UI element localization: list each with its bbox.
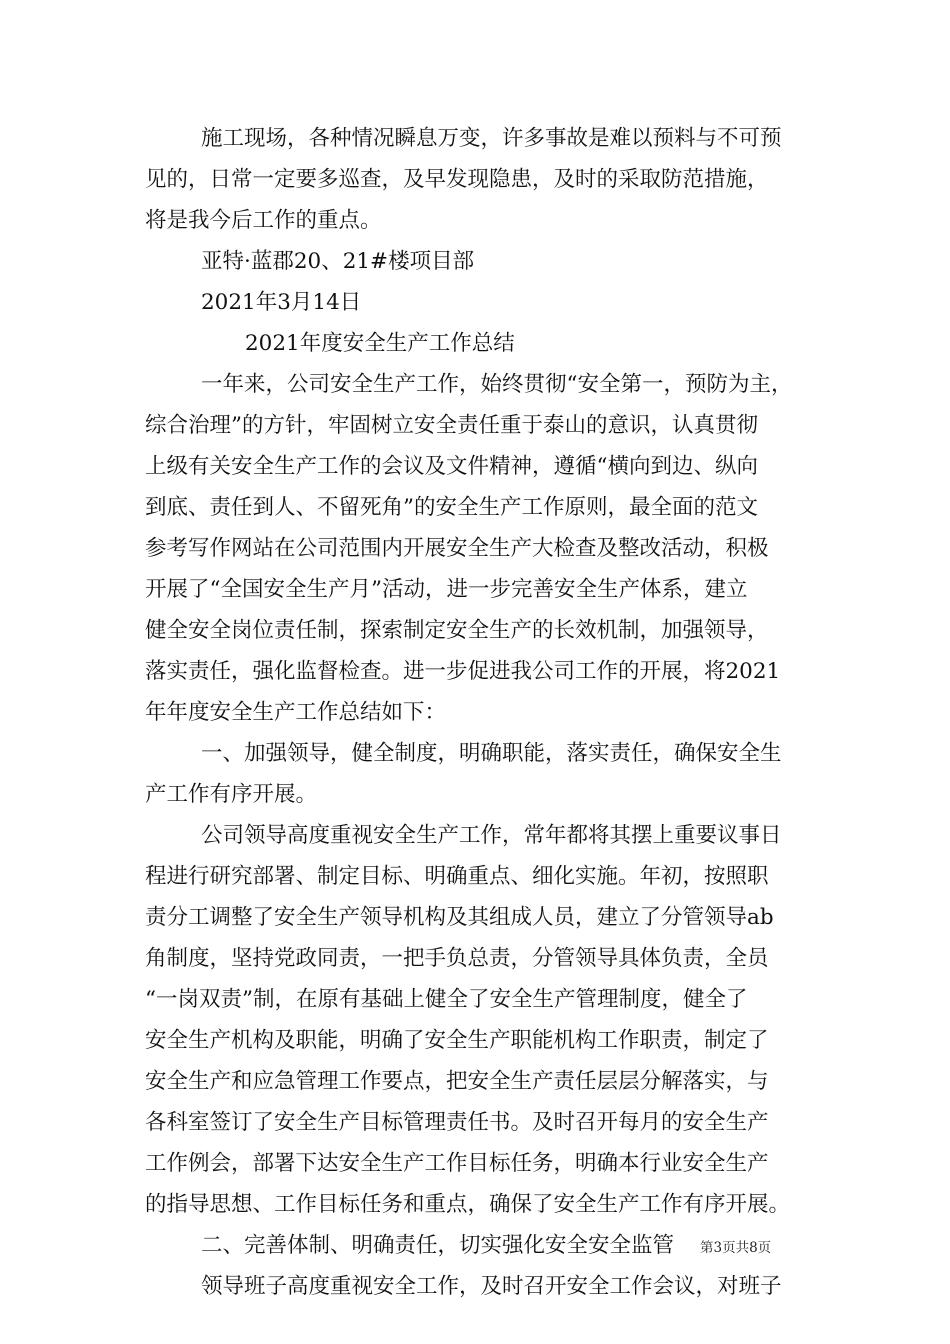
paragraph-line: 角制度，坚持党政同责，一把手负总责，分管领导具体负责，全员	[145, 946, 769, 971]
paragraph-line: 健全安全岗位责任制，探索制定安全生产的长效机制，加强领导，	[145, 618, 769, 643]
paragraph-line: 施工现场，各种情况瞬息万变，许多事故是难以预料与不可预	[201, 126, 782, 151]
paragraph-line: “一岗双责”制，在原有基础上健全了安全生产管理制度，健全了	[145, 987, 748, 1012]
paragraph-line: 工作例会，部署下达安全生产工作目标任务，明确本行业安全生产	[145, 1151, 769, 1176]
paragraph-line: 落实责任，强化监督检查。进一步促进我公司工作的开展，将2021	[145, 659, 781, 684]
paragraph-line: 参考写作网站在公司范围内开展安全生产大检查及整改活动，积极	[145, 536, 769, 561]
section-heading: 二、完善体制、明确责任，切实强化安全安全监管	[201, 1233, 675, 1258]
paragraph-line: 程进行研究部署、制定目标、明确重点、细化实施。年初，按照职	[145, 864, 769, 889]
signature-line: 亚特·蓝郡20、21#楼项目部	[201, 249, 475, 274]
document-body	[145, 118, 807, 1307]
page-number: 第3页共8页	[700, 1240, 772, 1256]
paragraph-line: 上级有关安全生产工作的会议及文件精神，遵循“横向到边、纵向	[145, 454, 758, 479]
paragraph-line: 各科室签订了安全生产目标管理责任书。及时召开每月的安全生产	[145, 1110, 769, 1135]
date-line: 2021年3月14日	[201, 290, 362, 315]
paragraph-line: 安全生产机构及职能，明确了安全生产职能机构工作职责，制定了	[145, 1028, 769, 1053]
paragraph-line: 公司领导高度重视安全生产工作，常年都将其摆上重要议事日	[201, 823, 782, 848]
paragraph-line: 开展了“全国安全生产月”活动，进一步完善安全生产体系，建立	[145, 577, 748, 602]
paragraph-line: 责分工调整了安全生产领导机构及其组成人员，建立了分管领导ab	[145, 905, 774, 930]
paragraph-line: 的指导思想、工作目标任务和重点，确保了安全生产工作有序开展。	[145, 1192, 791, 1217]
paragraph-line: 一年来，公司安全生产工作，始终贯彻“安全第一，预防为主，	[201, 372, 793, 397]
document-title: 2021年度安全生产工作总结	[245, 331, 515, 356]
section-heading: 一、加强领导，健全制度，明确职能，落实责任，确保安全生	[201, 741, 782, 766]
paragraph-line: 年年度安全生产工作总结如下：	[145, 700, 447, 725]
paragraph-line: 到底、责任到人、不留死角”的安全生产工作原则，最全面的范文	[145, 495, 758, 520]
paragraph-line: 见的，日常一定要多巡查，及早发现隐患，及时的采取防范措施，	[145, 167, 769, 192]
paragraph-line: 领导班子高度重视安全工作，及时召开安全工作会议，对班子	[201, 1274, 782, 1299]
section-heading: 产工作有序开展。	[145, 782, 318, 807]
paragraph-line: 将是我今后工作的重点。	[145, 208, 382, 233]
paragraph-line: 综合治理”的方针，牢固树立安全责任重于泰山的意识，认真贯彻	[145, 413, 758, 438]
paragraph-line: 安全生产和应急管理工作要点，把安全生产责任层层分解落实，与	[145, 1069, 769, 1094]
